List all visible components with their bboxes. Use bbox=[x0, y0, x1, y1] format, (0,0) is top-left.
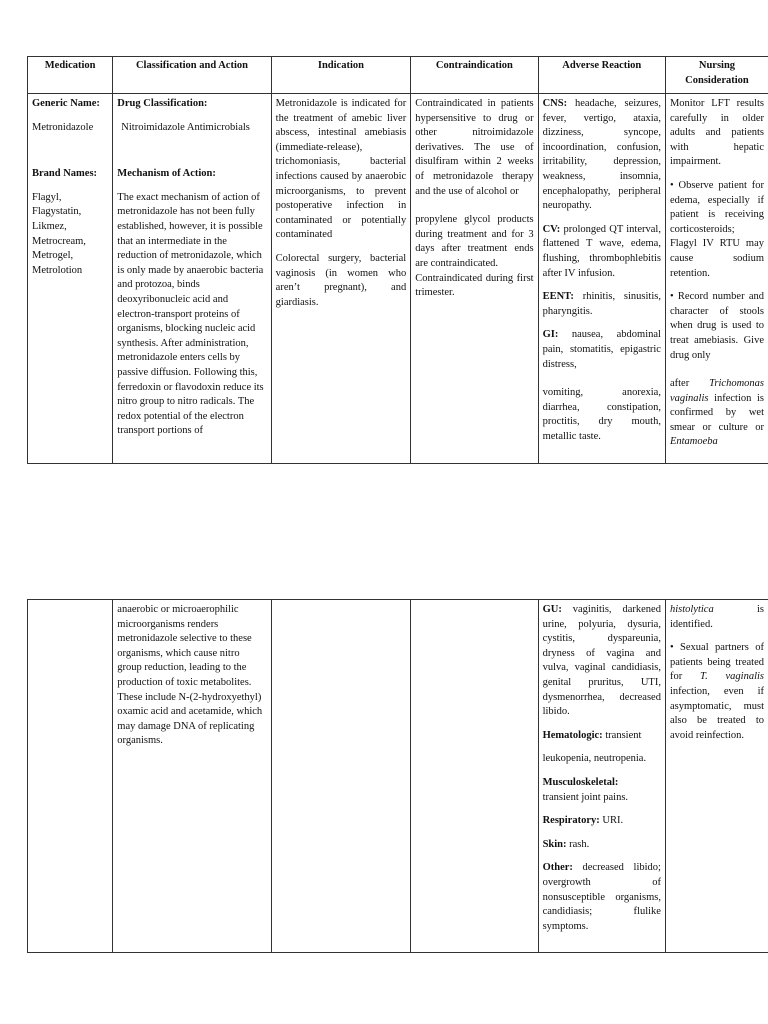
contraindication-text: Contraindicated during first trimester. bbox=[415, 272, 534, 299]
classification-cell bbox=[113, 94, 271, 464]
nursing-text: • Record number and character of stools when drug is used to treat amebiasis. Give drug only bbox=[669, 291, 764, 361]
medication-cell bbox=[28, 94, 113, 464]
mechanism-text: The exact mechanism of action of metronidazole has not been fully established, however, it is possible that an intermediate in the reduction of metronidazole, which is only made by anaerobic bacteria and protozoa, binds deoxyribonucleic acid and electron-transport proteins of organisms, blocking nucleic acid synthesis. After administration, metronidazole enters cells by passive diffusion. Following this, ferredoxin or flavodoxin reduce its nitro group to nitro radicals. The redox potential of the electron transport portions of bbox=[117, 191, 264, 437]
indication-cell bbox=[271, 94, 411, 464]
adverse-musculoskeletal-label: Musculoskeletal: bbox=[542, 776, 619, 788]
contraindication-text: propylene glycol products during treatment and for 3 days after treatment ends are contraindicated. bbox=[415, 214, 534, 269]
brand-name: Likmez, bbox=[32, 220, 67, 232]
adverse-hematologic-continued: leukopenia, neutropenia. bbox=[542, 753, 647, 765]
adverse-respiratory: Respiratory: URI. bbox=[542, 815, 624, 827]
mechanism-label: Mechanism of Action: bbox=[117, 168, 216, 180]
adverse-other: Other: decreased libido; overgrowth of nonsusceptible organisms, candidiasis; flulike symptoms. bbox=[542, 862, 661, 932]
nursing-text: • Observe patient for edema, especially if patient is receiving corticosteroids; Flagyl IV RTU may cause sodium retention. bbox=[669, 179, 764, 279]
indication-text: Colorectal surgery, bacterial vaginosis (in women who aren’t pregnant), and giardiasis. bbox=[275, 252, 407, 308]
mechanism-text-continued: anaerobic or microaerophilic microorganisms renders metronidazole selective to these organisms, which cause nitro group reduction, leading to the production of toxic metabolites. These include N-(2-hydroxyethyl) oxamic acid and acetamide, which may damage DNA of replicating organisms. bbox=[117, 604, 263, 747]
adverse-cns: CNS: headache, seizures, fever, vertigo, ataxia, dizziness, syncope, incoordination, confusion, irritability, depression, weakness, insomnia, encephalopathy, peripheral neuropathy. bbox=[542, 98, 661, 212]
adverse-skin: Skin: rash. bbox=[542, 838, 590, 850]
header-adverse-reaction: Adverse Reaction bbox=[538, 57, 665, 94]
brand-name: Metrocream, bbox=[32, 235, 86, 247]
nursing-cell bbox=[665, 94, 768, 464]
contraindication-cell bbox=[411, 94, 538, 464]
nursing-text: histolytica is identified. bbox=[669, 604, 764, 630]
adverse-hematologic: Hematologic: transient bbox=[542, 729, 642, 741]
contraindication-text: Contraindicated in patients hypersensitive to drug or other nitroimidazole derivatives. The use of disulfiram within 2 weeks of metronidazole therapy and the use of alcohol or bbox=[415, 98, 534, 197]
nursing-text: after Trichomonas vaginalis infection is confirmed by wet smear or culture or Entamoeba bbox=[669, 378, 764, 448]
brand-names-label: Brand Names: bbox=[32, 168, 98, 180]
drug-table-part-1 bbox=[27, 56, 768, 464]
header-indication: Indication bbox=[271, 57, 411, 94]
medication-cell-empty bbox=[28, 600, 113, 953]
drug-table-continued bbox=[27, 599, 768, 953]
drug-classification-value: Nitroimidazole Antimicrobials bbox=[121, 121, 250, 133]
brand-name: Metrogel, bbox=[32, 250, 74, 262]
brand-name: Flagyl, bbox=[32, 191, 62, 203]
adverse-musculoskeletal: transient joint pains. bbox=[542, 791, 629, 803]
adverse-gi: GI: nausea, abdominal pain, stomatitis, epigastric distress, bbox=[542, 329, 661, 370]
header-contraindication: Contraindication bbox=[411, 57, 538, 94]
table-row bbox=[28, 94, 768, 464]
nursing-text: Monitor LFT results carefully in older adults and patients with hepatic impairment. bbox=[669, 98, 764, 168]
brand-name: Flagystatin, bbox=[32, 206, 82, 218]
adverse-eent: EENT: rhinitis, sinusitis, pharyngitis. bbox=[542, 291, 661, 317]
brand-name: Metrolotion bbox=[32, 264, 83, 276]
adverse-gi-continued: vomiting, anorexia, diarrhea, constipation, proctitis, dry mouth, metallic taste. bbox=[542, 387, 661, 442]
adverse-reaction-cell bbox=[538, 600, 665, 953]
adverse-cv: CV: prolonged QT interval, flattened T wave, edema, flushing, thrombophlebitis after IV infusion. bbox=[542, 223, 661, 279]
header-nursing-consideration: Nursing Consideration bbox=[665, 57, 768, 94]
header-medication: Medication bbox=[28, 57, 113, 94]
adverse-reaction-cell bbox=[538, 94, 665, 464]
classification-cell bbox=[113, 600, 271, 953]
adverse-gu: GU: vaginitis, darkened urine, polyuria, dysuria, cystitis, dyspareunia, dryness of vagina and vulva, vaginal candidiasis, genital pruritus, UTI, dysmenorrhea, decreased libido. bbox=[542, 604, 661, 718]
nursing-cell bbox=[665, 600, 768, 953]
nursing-text: • Sexual partners of patients being treated for T. vaginalis infection, even if asymptomatic, must also be treated to avoid reinfection. bbox=[669, 642, 765, 741]
generic-name-label: Generic Name: bbox=[32, 98, 100, 109]
contraindication-cell-empty bbox=[411, 600, 538, 953]
drug-table-part-2 bbox=[27, 599, 768, 953]
header-classification: Classification and Action bbox=[113, 57, 271, 94]
drug-table bbox=[27, 56, 768, 464]
indication-text: Metronidazole is indicated for the treatment of amebic liver abscess, intestinal amebiasis (immediate-release), trichomoniasis, bacterial infections caused by anaerobic microorganisms, to prevent postoperative infection in contaminated or potentially contaminated bbox=[275, 98, 407, 241]
drug-classification-label: Drug Classification: bbox=[117, 98, 208, 109]
header-row bbox=[28, 57, 768, 94]
table-row bbox=[28, 600, 768, 953]
indication-cell-empty bbox=[271, 600, 411, 953]
generic-name-value: Metronidazole bbox=[32, 121, 94, 133]
